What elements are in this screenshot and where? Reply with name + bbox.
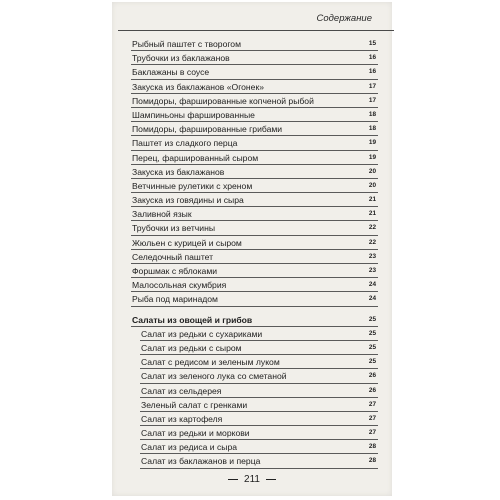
toc-entry-underline <box>131 150 378 151</box>
toc-entry-page: 24 <box>368 281 376 289</box>
toc-entry-underline <box>131 135 378 136</box>
toc-entry <box>112 152 392 166</box>
toc-entry-page: 17 <box>368 96 376 104</box>
toc-entry-underline <box>140 411 378 412</box>
toc-entry-page: 18 <box>368 110 376 118</box>
toc-entry <box>112 123 392 137</box>
toc-entry-title: Салат из картофеля <box>141 413 223 424</box>
toc-entry-page: 16 <box>368 54 376 62</box>
toc-entry-title: Салат из редьки и моркови <box>141 428 250 439</box>
toc-entry <box>112 293 392 307</box>
running-head: Содержание <box>316 13 372 24</box>
toc-entry-title: Салаты из овощей и грибов <box>132 314 253 325</box>
toc-entry-page: 24 <box>368 295 376 303</box>
toc-entry <box>112 222 392 236</box>
toc-entry <box>112 328 392 342</box>
toc-entry <box>112 399 392 413</box>
toc-entry <box>112 385 392 399</box>
toc-entry-page: 27 <box>368 429 376 437</box>
toc-entry-underline <box>131 178 378 179</box>
toc-entry-page: 15 <box>368 40 376 47</box>
toc-entry-page: 21 <box>368 196 376 204</box>
toc-entry-title: Ветчинные рулетики с хреном <box>132 180 253 191</box>
toc-entry-underline <box>131 326 378 327</box>
toc-entry-underline <box>131 306 378 307</box>
toc-entry <box>112 251 392 265</box>
toc-entry <box>112 180 392 194</box>
toc-entry-page: 20 <box>368 181 376 189</box>
toc-entry-page: 23 <box>368 252 376 260</box>
toc-entry-title: Паштет из сладкого перца <box>132 138 238 149</box>
toc-entry-title: Закуска из баклажанов «Огонек» <box>132 81 264 92</box>
toc-entry-underline <box>131 249 378 250</box>
toc-entry-underline <box>131 235 378 236</box>
toc-entry-page: 17 <box>368 82 376 90</box>
toc-entry-page: 26 <box>368 386 376 394</box>
toc-entry <box>112 342 392 356</box>
toc-entry-title: Салат из редьки с сыром <box>141 342 242 353</box>
toc-entry <box>112 81 392 95</box>
toc-entry-title: Салат из редиса и сыра <box>141 442 238 453</box>
toc-entry <box>112 66 392 80</box>
toc-entry-title: Жюльен с курицей и сыром <box>132 237 242 248</box>
toc-entry-underline <box>140 383 378 384</box>
toc-entry-title: Рыба под маринадом <box>132 294 218 305</box>
toc-entry-page: 28 <box>368 457 376 465</box>
page-number <box>112 474 392 485</box>
toc-entry-underline <box>140 425 378 426</box>
toc-entry-underline <box>131 291 378 292</box>
toc-entry <box>112 137 392 151</box>
toc-entry-title: Баклажаны в соусе <box>132 67 210 78</box>
toc-entry-title: Заливной язык <box>132 209 192 220</box>
toc-entry-underline <box>131 121 378 122</box>
toc-entry-underline <box>140 368 378 369</box>
toc-entry-page: 20 <box>368 167 376 175</box>
toc-entry-page: 22 <box>368 238 376 246</box>
toc-entry-page: 28 <box>368 443 376 451</box>
book-page <box>112 2 392 496</box>
toc-entry-underline <box>131 107 378 108</box>
toc-entry <box>112 109 392 123</box>
toc-entry-title: Селедочный паштет <box>132 251 214 262</box>
toc-entry-underline <box>131 277 378 278</box>
toc-entry-title: Трубочки из ветчины <box>132 223 216 234</box>
toc-entry-page: 23 <box>368 267 376 274</box>
toc-entry-page: 25 <box>368 315 376 323</box>
toc-entry-page: 21 <box>368 210 376 218</box>
toc-entry-page: 18 <box>368 125 376 133</box>
toc-entry <box>112 370 392 384</box>
toc-entry-page: 19 <box>368 153 376 161</box>
toc-entry-title: Помидоры, фаршированные грибами <box>132 124 283 135</box>
toc-entry-title: Шампиньоны фаршированные <box>132 109 255 120</box>
toc-entry <box>112 413 392 427</box>
toc-entry <box>112 237 392 251</box>
toc-entry-title: Форшмак с яблоками <box>132 266 218 276</box>
toc-entry-title: Закуска из говядины и сыра <box>132 195 244 206</box>
toc-entry-title: Трубочки из баклажанов <box>132 53 230 64</box>
toc-entry-title: Перец, фаршированный сыром <box>132 152 259 163</box>
toc-entry-page: 25 <box>368 358 376 366</box>
toc-entry-title: Закуска из баклажанов <box>132 166 225 177</box>
toc-entry <box>112 166 392 180</box>
toc-entry-underline <box>140 340 378 341</box>
toc-entry-title: Салат из редьки с сухариками <box>141 328 263 339</box>
toc-entry <box>112 265 392 279</box>
toc-entry-underline <box>131 206 378 207</box>
toc-entry <box>112 427 392 441</box>
toc-entry-page: 22 <box>368 224 376 232</box>
table-of-contents <box>112 38 392 470</box>
toc-entry-title: Малосольная скумбрия <box>132 280 227 291</box>
toc-entry <box>112 208 392 222</box>
header-rule <box>118 30 394 31</box>
toc-entry-underline <box>131 50 378 51</box>
toc-entry <box>112 356 392 370</box>
toc-entry-title: Рыбный паштет с творогом <box>132 39 241 49</box>
toc-entry <box>112 52 392 66</box>
toc-entry-title: Зеленый салат с гренками <box>141 399 248 410</box>
toc-entry <box>112 279 392 293</box>
page-number-dash-left <box>228 479 238 480</box>
toc-entry-underline <box>140 468 378 469</box>
toc-entry-underline <box>131 164 378 165</box>
toc-entry-underline <box>131 93 378 94</box>
toc-entry-page: 25 <box>368 329 376 337</box>
toc-entry-underline <box>131 263 378 264</box>
toc-entry <box>112 455 392 469</box>
toc-entry <box>112 441 392 455</box>
toc-entry-underline <box>140 397 378 398</box>
toc-entry <box>112 194 392 208</box>
toc-entry <box>112 95 392 109</box>
toc-entry-page: 27 <box>368 414 376 422</box>
toc-entry-underline <box>140 354 378 355</box>
toc-entry-page: 27 <box>368 400 376 408</box>
toc-entry-page: 25 <box>368 343 376 351</box>
page-number-value: 211 <box>244 474 260 485</box>
toc-entry-underline <box>140 439 378 440</box>
toc-entry-page: 19 <box>368 139 376 147</box>
page-number-dash-right <box>266 479 276 480</box>
toc-entry-underline <box>131 192 378 193</box>
toc-entry-title: Салат из баклажанов и перца <box>141 456 261 467</box>
toc-entry-page: 16 <box>368 68 376 76</box>
toc-entry-title: Салат из зеленого лука со сметаной <box>141 371 287 382</box>
toc-entry-page: 26 <box>368 372 376 380</box>
toc-entry-title: Салат из сельдерея <box>141 385 222 396</box>
toc-entry <box>112 38 392 52</box>
toc-section-heading <box>112 314 392 328</box>
toc-entry-underline <box>131 79 378 80</box>
toc-entry-underline <box>131 220 378 221</box>
toc-entry-title: Помидоры, фаршированные копченой рыбой <box>132 95 314 106</box>
toc-entry-underline <box>140 453 378 454</box>
toc-entry-title: Салат с редисом и зеленым луком <box>141 357 280 368</box>
toc-entry-underline <box>131 64 378 65</box>
